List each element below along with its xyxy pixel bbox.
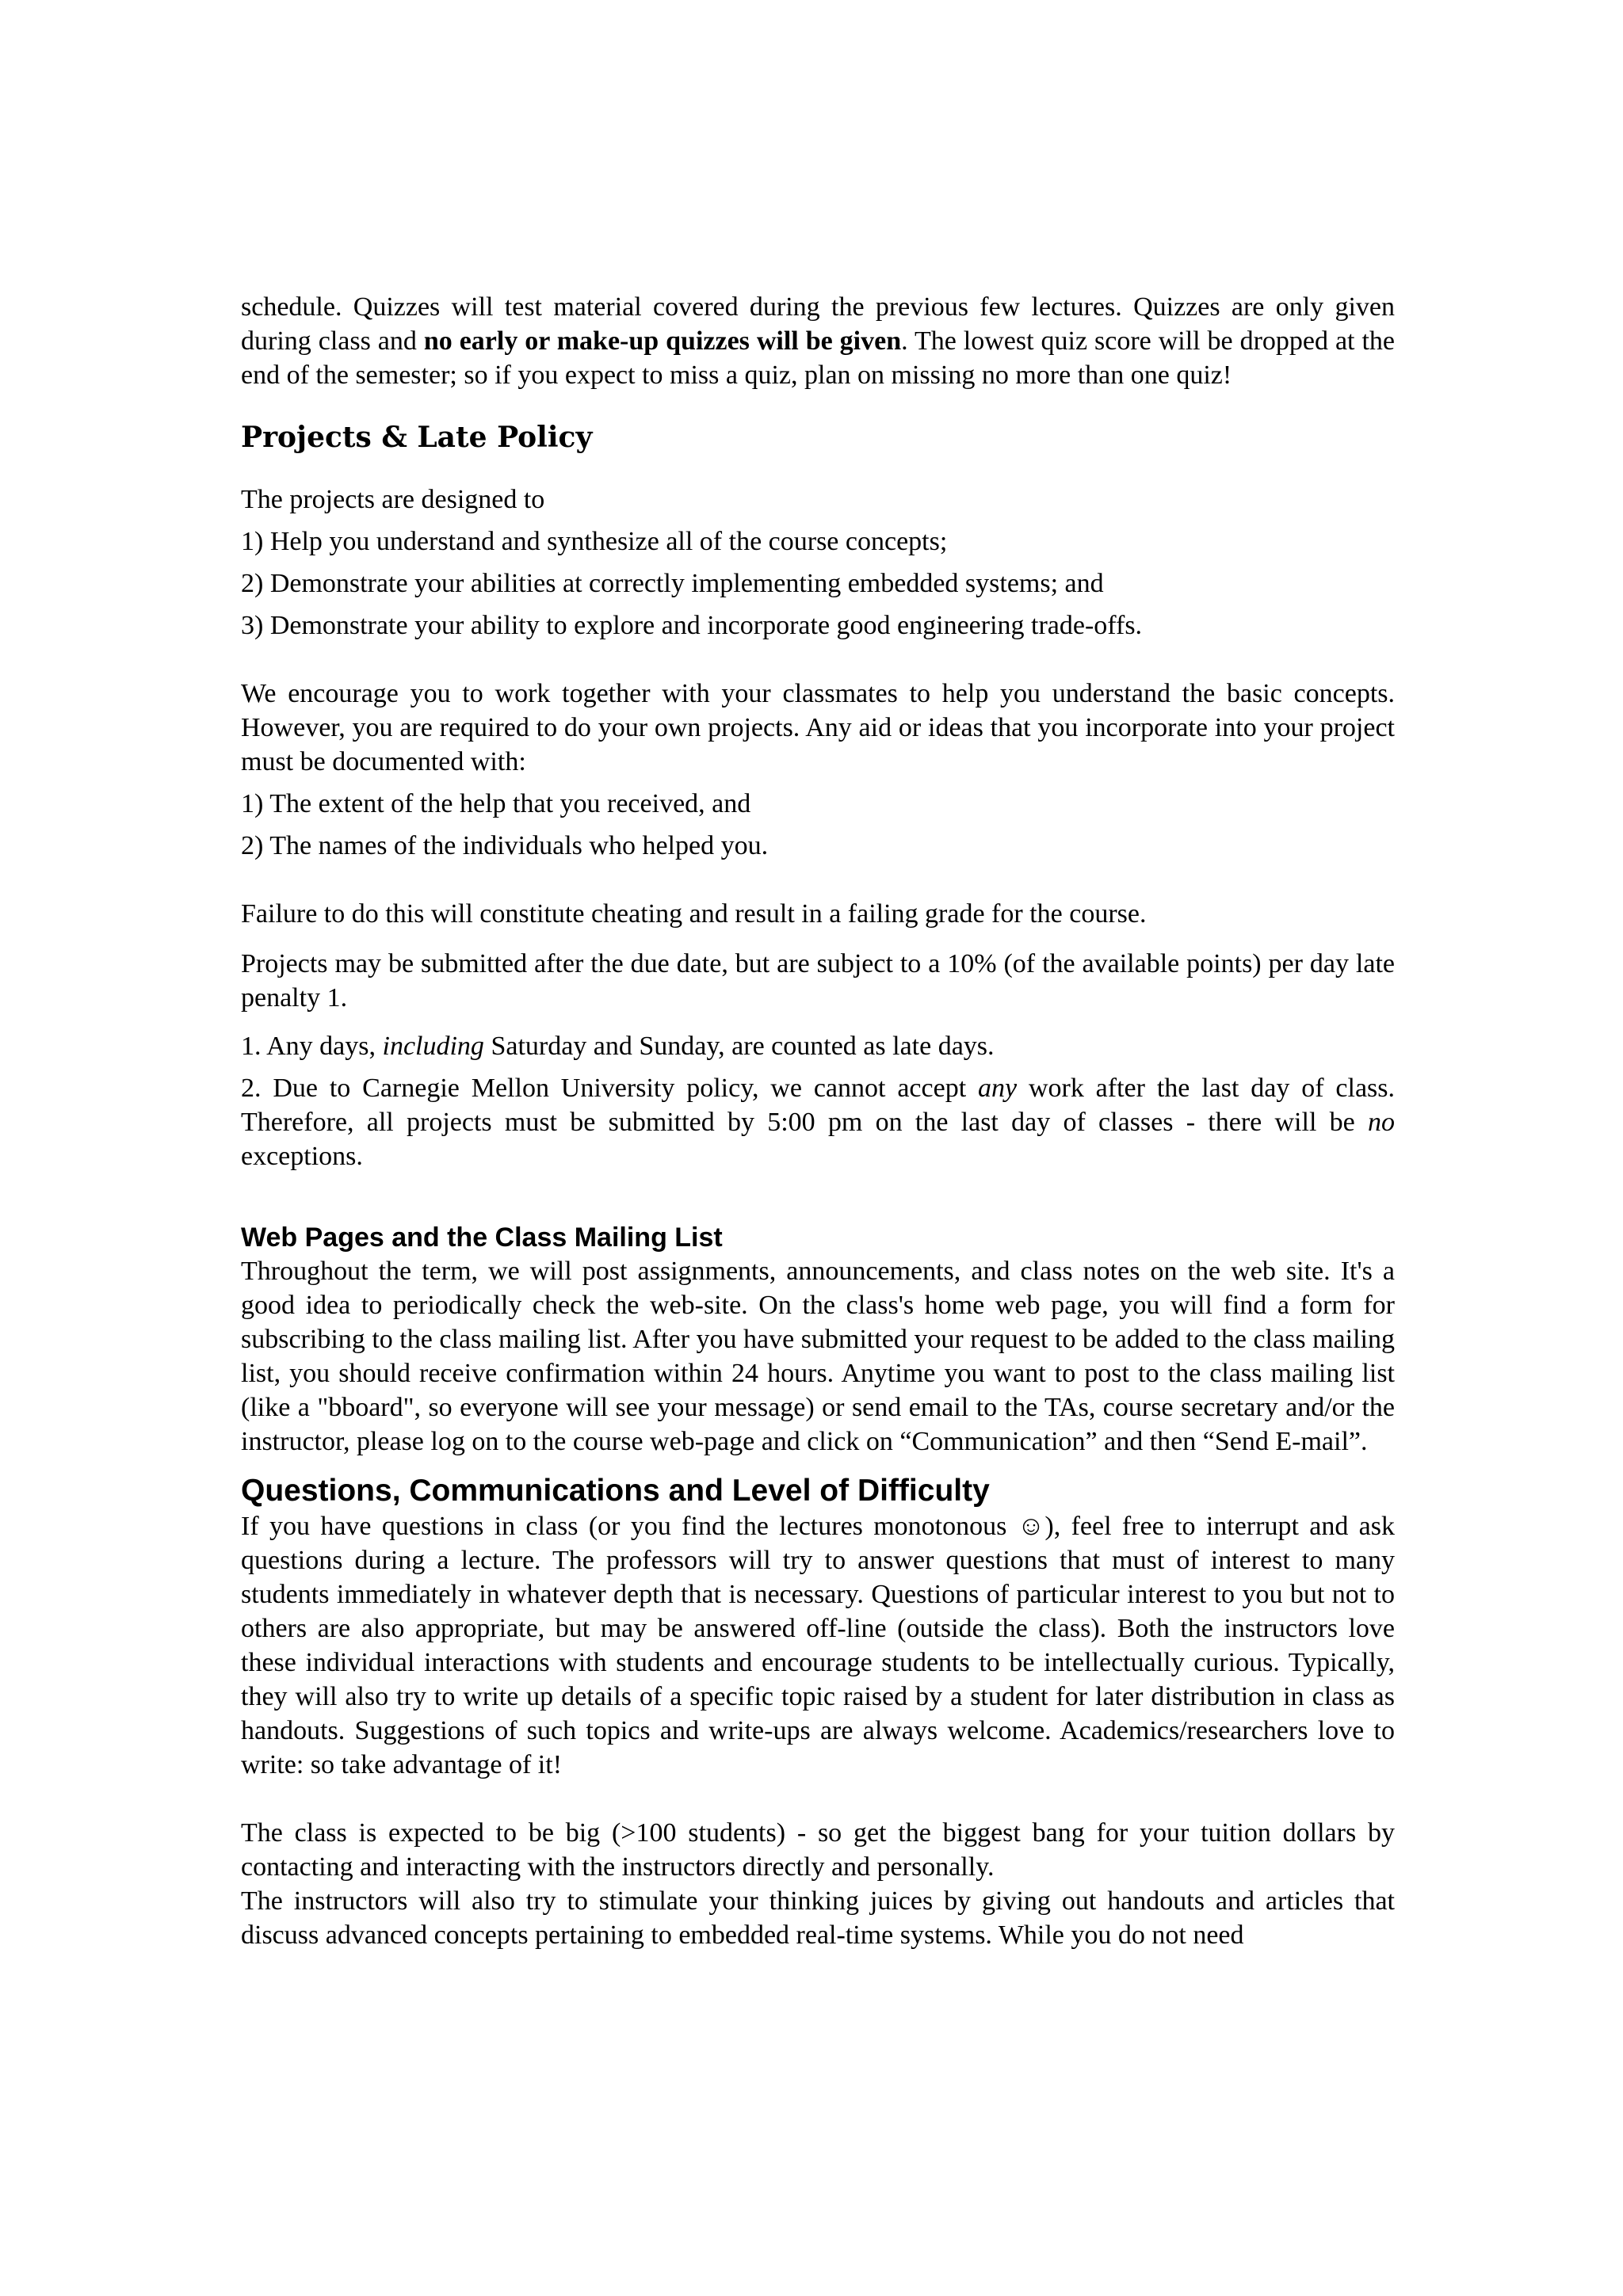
- footnote-2-em2: no: [1368, 1108, 1395, 1137]
- projects-goal-3: 3) Demonstrate your ability to explore and incorporate good engineering trade-offs.: [241, 611, 1143, 640]
- quiz-paragraph: [241, 290, 1395, 392]
- questions-heading: Questions, Communications and Level of Difficulty: [241, 1474, 990, 1508]
- footnote-1-em: including: [382, 1032, 484, 1061]
- quiz-text-bold: no early or make-up quizzes will be given: [423, 326, 902, 356]
- quiz-text-part1: schedule. Quizzes will test material covered during the previous few lectures. Quizzes are only given during class and: [241, 292, 1395, 356]
- footnote-1-pre: 1. Any days,: [241, 1032, 383, 1061]
- quiz-text-part2: . The lowest quiz score will be dropped at the end of the semester; so if you expect to miss a quiz, plan on missing no more than one quiz!: [241, 326, 1395, 390]
- late-penalty-paragraph: Projects may be submitted after the due date, but are subject to a 10% (of the available points) per day late penalty 1.: [241, 949, 1395, 1013]
- collaboration-paragraph: We encourage you to work together with your classmates to help you understand the basic concepts. However, you are required to do your own projects. Any aid or ideas that you incorporate into your project must be documented with:: [241, 679, 1395, 776]
- projects-intro: The projects are designed to: [241, 485, 545, 514]
- class-size-paragraph: The class is expected to be big (>100 students) - so get the biggest bang for your tuition dollars by contacting and interacting with the instructors directly and personally.: [241, 1818, 1395, 1882]
- footnote-1: [241, 1029, 1395, 1063]
- footnote-2: [241, 1071, 1395, 1173]
- footnote-2-em1: any: [978, 1074, 1018, 1103]
- documentation-item-1: 1) The extent of the help that you received, and: [241, 789, 751, 818]
- documentation-item-2: 2) The names of the individuals who helped you.: [241, 831, 769, 860]
- footnote-1-post: Saturday and Sunday, are counted as late days.: [483, 1032, 995, 1061]
- document-page: [241, 290, 1395, 1952]
- web-paragraph: Throughout the term, we will post assignments, announcements, and class notes on the web site. It's a good idea to periodically check the web-site. On the class's home web page, you will find a form for subscribing to the class mailing list. After you have submitted your request to be added to the class mailing list, you should receive confirmation within 24 hours. Anytime you want to post to the class mailing list (like a "bboard", so everyone will see your message) or send email to the TAs, course secretary and/or the instructor, please log on to the course web-page and click on “Communication” and then “Send E-mail”.: [241, 1257, 1395, 1456]
- cheating-statement: Failure to do this will constitute cheating and result in a failing grade for the course.: [241, 899, 1147, 929]
- footnote-2-post: exceptions.: [241, 1142, 363, 1171]
- footnote-2-pre: 2. Due to Carnegie Mellon University policy, we cannot accept: [241, 1074, 978, 1103]
- questions-paragraph: If you have questions in class (or you find the lectures monotonous ☺), feel free to interrupt and ask questions during a lecture. The professors will try to answer questions that must of interest to many students immediately in whatever depth that is necessary. Questions of particular interest to you but not to others are also appropriate, but may be answered off-line (outside the class). Both the instructors love these individual interactions with students and encourage students to be intellectually curious. Typically, they will also try to write up details of a specific topic raised by a student for later distribution in class as handouts. Suggestions of such topics and write-ups are always welcome. Academics/researchers love to write: so take advantage of it!: [241, 1512, 1395, 1779]
- projects-goal-1: 1) Help you understand and synthesize all of the course concepts;: [241, 527, 948, 556]
- handouts-paragraph: The instructors will also try to stimulate your thinking juices by giving out handouts and articles that discuss advanced concepts pertaining to embedded real-time systems. While you do not need: [241, 1886, 1395, 1950]
- projects-goal-2: 2) Demonstrate your abilities at correctly implementing embedded systems; and: [241, 569, 1104, 598]
- projects-heading: Projects & Late Policy: [241, 421, 593, 454]
- footnote-2-mid: work after the last day of class. Therefore, all projects must be submitted by 5:00 pm on the last day of classes - there will be: [241, 1074, 1396, 1137]
- web-heading: Web Pages and the Class Mailing List: [241, 1222, 723, 1253]
